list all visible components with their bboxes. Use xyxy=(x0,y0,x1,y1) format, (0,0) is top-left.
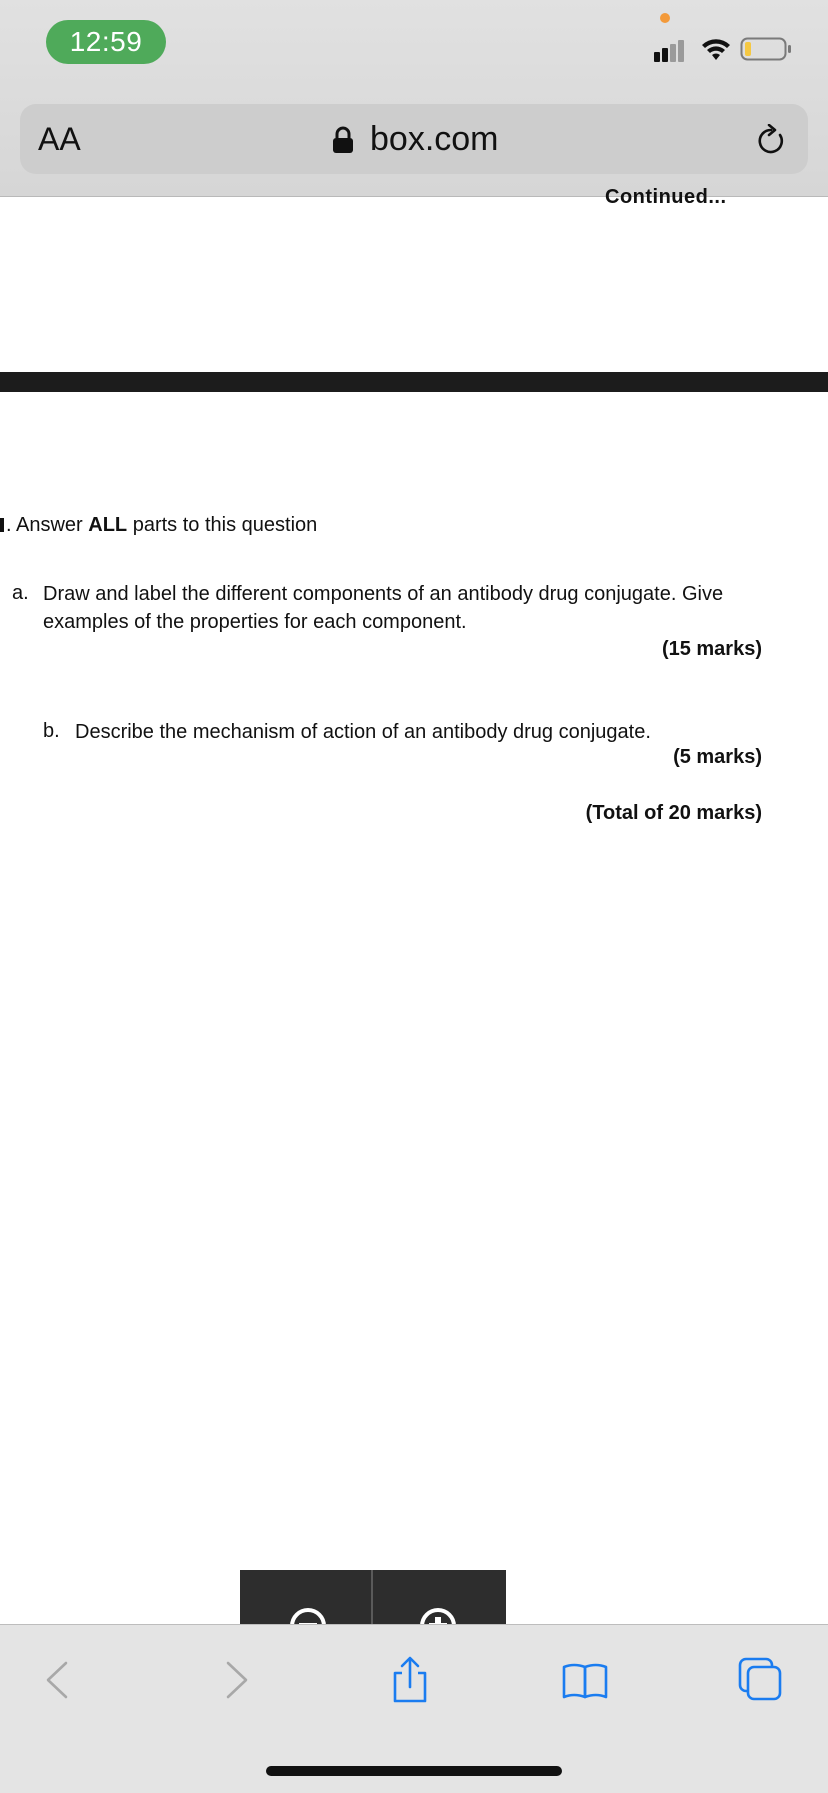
part-a-label: a. xyxy=(12,582,29,604)
part-a-text xyxy=(43,580,783,636)
part-b-label: b. xyxy=(43,720,60,742)
question-prefix: . Answer xyxy=(6,514,89,536)
address-bar[interactable] xyxy=(20,104,808,174)
battery-icon xyxy=(740,36,792,62)
question-suffix: parts to this question xyxy=(127,514,318,536)
back-icon[interactable] xyxy=(34,1655,84,1705)
page-divider xyxy=(0,372,828,392)
signal-icon xyxy=(652,38,690,62)
lock-icon xyxy=(332,126,354,154)
zoom-out-icon[interactable] xyxy=(280,1598,336,1626)
pdf-zoom-control xyxy=(240,1570,506,1626)
continued-label: Continued... xyxy=(605,186,727,208)
safari-top-chrome xyxy=(0,0,828,197)
share-icon[interactable] xyxy=(385,1655,435,1705)
zoom-in-icon[interactable] xyxy=(410,1598,466,1626)
tabs-icon[interactable] xyxy=(736,1655,786,1705)
status-time: 12:59 xyxy=(46,20,166,64)
text-size-button[interactable]: AA xyxy=(38,121,81,157)
question-emphasis: ALL xyxy=(88,514,128,536)
total-marks: (Total of 20 marks) xyxy=(585,802,762,824)
part-b-text: Describe the mechanism of action of an antibody drug conjugate. xyxy=(75,721,651,743)
bookmarks-icon[interactable] xyxy=(560,1655,610,1705)
safari-bottom-toolbar xyxy=(0,1624,828,1793)
forward-icon[interactable] xyxy=(210,1655,260,1705)
recording-indicator-dot xyxy=(660,13,670,23)
home-indicator[interactable] xyxy=(266,1766,562,1776)
wifi-icon xyxy=(700,36,732,62)
question-instruction xyxy=(0,514,317,537)
question-number-fragment xyxy=(0,518,4,532)
part-a-line-2: examples of the properties for each component. xyxy=(43,611,467,633)
part-a-marks: (15 marks) xyxy=(661,638,762,660)
url-domain[interactable]: box.com xyxy=(370,120,499,158)
zoom-separator xyxy=(371,1570,373,1626)
part-a-line-1: Draw and label the different components of an antibody drug conjugate. Give xyxy=(43,583,724,605)
part-b-marks: (5 marks) xyxy=(673,746,762,768)
reload-icon[interactable] xyxy=(754,124,788,158)
